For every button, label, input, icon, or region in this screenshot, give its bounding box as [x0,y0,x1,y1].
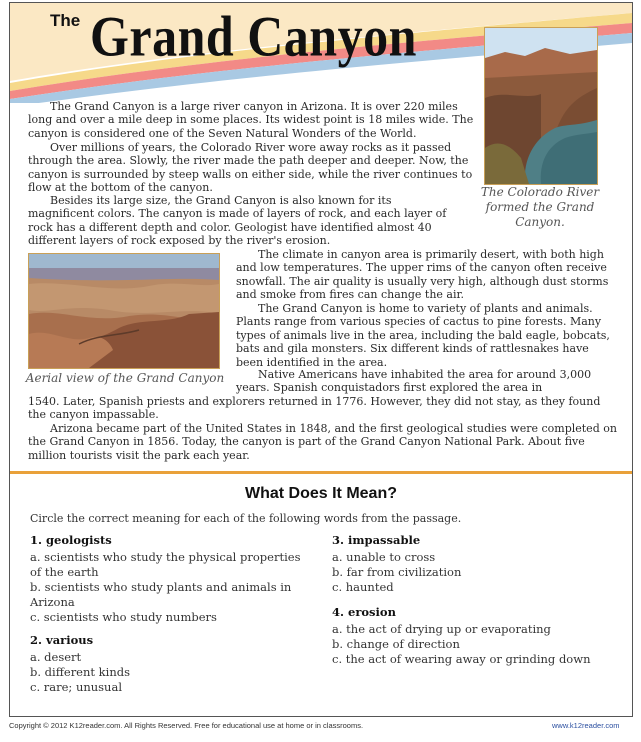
quiz-instructions: Circle the correct meaning for each of the following words from the passage. [30,512,462,525]
paragraph-history-a: Native Americans have inhabited the area for around 3,000 years. Spanish conquistadors first explored the area in [236,368,592,395]
paragraph-climate: The climate in canyon area is primarily desert, with both high and low temperatures. The upper rims of the canyon often receive snowfall. The air quality is usually very high, although dust storms and smoke from fires can change the air. [236,248,609,302]
colorado-river-photo [484,27,598,185]
question-erosion: 4. erosion [332,605,396,619]
answer-option[interactable]: a. scientists who study the physical properties of the earth [30,550,301,579]
question-impassable: 3. impassable [332,533,421,547]
question-geologists: 1. geologists [30,533,112,547]
section-divider [10,471,632,474]
title-prefix: The [50,11,81,30]
answer-option[interactable]: b. scientists who study plants and animals in Arizona [30,580,292,609]
paragraph-river: Over millions of years, the Colorado River wore away rocks as it passed through the area. Slowly, the river made the path deeper and deeper. Now, the canyon is surrounded by steep walls on either side, while the river continues to flow at the bottom of the canyon. [28,141,473,195]
answer-option[interactable]: b. change of direction [332,637,460,651]
answer-option[interactable]: a. unable to cross [332,550,436,564]
answer-option[interactable]: a. desert [30,650,82,664]
answer-option[interactable]: b. different kinds [30,665,130,679]
answer-option[interactable]: c. the act of wearing away or grinding down [332,652,591,666]
quiz-left-column [30,533,310,695]
paragraph-statehood: Arizona became part of the United States in 1848, and the first geological studies were completed on the Grand Canyon in 1856. Today, the canyon is part of the Grand Canyon National Park. About five million tourists visit the park each year. [28,422,617,462]
paragraph-wildlife: The Grand Canyon is home to variety of plants and animals. Plants range from various species of cactus to pine forests. Many types of animals live in the area, including the bald eagle, bobcats, bats and gila monsters. Six different kinds of rattlesnakes have been identified in the area. [236,302,610,369]
answer-option[interactable]: c. haunted [332,580,394,594]
quiz-right-column [332,533,622,667]
paragraph-intro: The Grand Canyon is a large river canyon in Arizona. It is over 220 miles long and over a mile deep in some places. Its widest point is 18 miles wide. The canyon is considered one of the Seven Natural Wonders of the World. [28,100,474,140]
copyright-notice: Copyright © 2012 K12reader.com. All Rights Reserved. Free for educational use at home or in classrooms. [9,721,364,730]
river-photo-caption: The Colorado River formed the Grand Canyon. [480,185,600,229]
aerial-photo-caption: Aerial view of the Grand Canyon [25,371,225,385]
worksheet-page [9,2,633,717]
question-various: 2. various [30,633,94,647]
page-title: Grand Canyon [90,3,417,68]
footer-link[interactable]: www.k12reader.com [552,721,620,730]
paragraph-colors: Besides its large size, the Grand Canyon is also known for its magnificent colors. The canyon is made of layers of rock, and each layer of rock has a different depth and color. Geologist have identified almost 40 different layers of rock exposed by the river's erosion. [28,194,447,248]
aerial-view-photo [28,253,220,369]
answer-option[interactable]: a. the act of drying up or evaporating [332,622,551,636]
answer-option[interactable]: c. scientists who study numbers [30,610,217,624]
answer-option[interactable]: b. far from civilization [332,565,462,579]
paragraph-history-b: 1540. Later, Spanish priests and explorers returned in 1776. However, they did not stay, as they found the canyon impassable. [28,395,601,422]
quiz-title: What Does It Mean? [244,485,397,502]
answer-option[interactable]: c. rare; unusual [30,680,122,694]
